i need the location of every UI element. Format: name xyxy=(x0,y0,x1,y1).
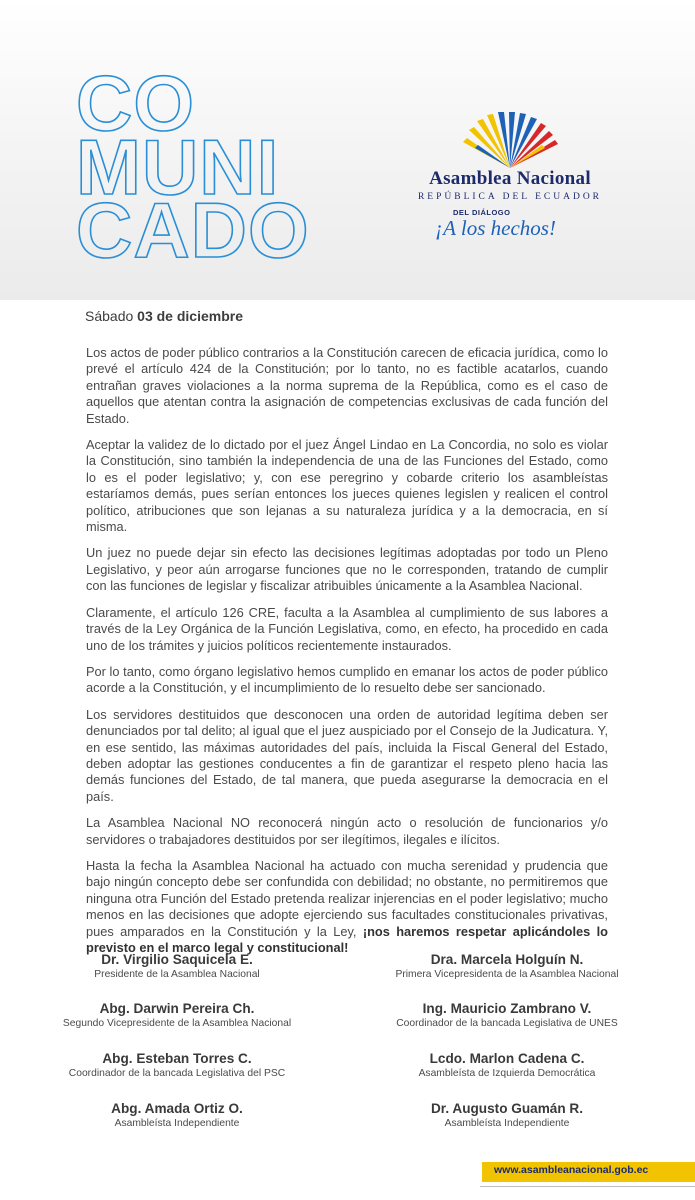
comunicado-title-line-1: CO xyxy=(76,59,195,147)
signatory-role: Segundo Vicepresidente de la Asamblea Nacional xyxy=(62,1018,292,1029)
signatory-role: Primera Vicepresidenta de la Asamblea Nacional xyxy=(395,969,619,980)
date-day-month: 03 de diciembre xyxy=(137,308,243,324)
logo-tagline: ¡A los hechos! xyxy=(435,216,556,240)
website-link[interactable]: www.asambleanacional.gob.ec xyxy=(494,1164,649,1176)
footer-divider xyxy=(480,1186,695,1187)
signatory-role: Asambleísta de Izquierda Democrática xyxy=(418,1068,596,1079)
statement-body xyxy=(86,345,608,966)
condor-emblem-icon xyxy=(453,112,567,170)
logo-name: Asamblea Nacional xyxy=(429,168,591,189)
logo-subtitle: REPÚBLICA DEL ECUADOR xyxy=(417,192,603,202)
signatory-role: Asambleísta Independiente xyxy=(444,1118,570,1129)
signatory-name: Abg. Darwin Pereira Ch. xyxy=(99,1001,255,1016)
paragraph-1: Los actos de poder público contrarios a la Constitución carecen de eficacia jurídica, como lo prevé el artículo 424 de la Constitución; por lo tanto, no es factible acatarlos, cuando entrañan graves violaciones a la norma suprema de la República, como es el caso de aquellos que atentan contra la asignación de competencias exclusivas de cada función del Estado. xyxy=(86,345,608,426)
paragraph-3: Un juez no puede dejar sin efecto las decisiones legítimas adoptadas por todo un Pleno Legislativo, y peor aún arrogarse funciones que no le corresponden, tratando de cumplir con las funciones de legislar y fiscalizar atribuibles únicamente a la Asamblea Nacional. xyxy=(86,545,608,594)
signature-block xyxy=(47,951,307,981)
paragraph-6: Los servidores destituidos que desconocen una orden de autoridad legítima deben ser denunciados por tal delito; al igual que el juez auspiciado por el Consejo de la Judicatura. Y, en ese sentido, las máximas autoridades del país, incluida la Fiscal General del Estado, deben adoptar las gestiones conducentes a fin de garantizar el respeto pleno hacia las demás funciones del Estado, de tal manera, que pueda asegurarse la democracia en el país. xyxy=(86,706,608,804)
closing-emphasis: ¡nos haremos respetar aplicándoles lo previsto en el marco legal y constitucional! xyxy=(86,923,608,955)
signatory-name: Abg. Amada Ortiz O. xyxy=(111,1101,243,1116)
signatory-role: Coordinador de la bancada Legislativa del PSC xyxy=(68,1068,286,1079)
signature-block xyxy=(47,1050,307,1080)
paragraph-7: La Asamblea Nacional NO reconocerá ningún acto o resolución de funcionarios y/o servidores o trabajadores destituidos por ser ilegítimos, ilegales e ilícitos. xyxy=(86,815,608,847)
signatory-name: Dr. Augusto Guamán R. xyxy=(430,1101,584,1116)
signatory-name: Abg. Esteban Torres C. xyxy=(102,1051,252,1066)
asamblea-logo xyxy=(405,112,615,242)
logo-tagline-small: DEL DIÁLOGO xyxy=(453,208,511,217)
comunicado-title-line-3: CADO xyxy=(76,186,310,274)
signature-block xyxy=(377,1050,637,1080)
signature-block xyxy=(377,1100,637,1130)
signature-block xyxy=(377,951,637,981)
signature-block xyxy=(47,1000,307,1030)
date-weekday: Sábado xyxy=(85,308,134,324)
paragraph-8 xyxy=(86,858,608,956)
signature-block xyxy=(377,1000,637,1030)
signatory-name: Dra. Marcela Holguín N. xyxy=(430,952,584,967)
signatory-name: Ing. Mauricio Zambrano V. xyxy=(422,1001,592,1016)
signature-block xyxy=(47,1100,307,1130)
signatory-role: Coordinador de la bancada Legislativa de UNES xyxy=(396,1018,618,1029)
paragraph-5: Por lo tanto, como órgano legislativo hemos cumplido en emanar los actos de poder público acorde a la Constitución, y el incumplimiento de lo resuelto debe ser sancionado. xyxy=(86,663,608,696)
document-date xyxy=(85,308,243,324)
comunicado-title-line-2: MUNI xyxy=(76,123,280,211)
signatory-name: Lcdo. Marlon Cadena C. xyxy=(429,1051,585,1066)
paragraph-2: Aceptar la validez de lo dictado por el juez Ángel Lindao en La Concordia, no solo es violar la Constitución, sino también la independencia de una de las Funciones del Estado, como lo es el poder legislativo; y, con ese peregrino y cobarde criterio los asambleístas estaríamos demás, pues serían entonces los jueces quienes legislen y realicen el control político, atribuciones que son lejanas a su naturaleza jurídica y a la democracia, en sí misma. xyxy=(86,437,608,535)
paragraph-4: Claramente, el artículo 126 CRE, faculta a la Asamblea al cumplimiento de sus labores a través de la Ley Orgánica de la Función Legislativa, como, en efecto, ha procedido en cada uno de los trámites y juicios políticos recientemente instaurados. xyxy=(86,604,608,653)
signatory-role: Asambleísta Independiente xyxy=(114,1118,240,1129)
signatory-name: Dr. Virgilio Saquicela E. xyxy=(101,952,253,967)
paragraph-8-text: Hasta la fecha la Asamblea Nacional ha actuado con mucha serenidad y prudencia que bajo ningún concepto debe ser confundida con debilidad; no obstante, no permitiremos que ninguna otra Función del Estado pretenda realizar injerencias en el poder legislativo; mucho menos en las decisiones que adopte ejerciendo sus facultades constitucionales privativas, pues amparados en la Constitución y la Ley, xyxy=(86,857,608,939)
signatory-role: Presidente de la Asamblea Nacional xyxy=(94,969,260,980)
